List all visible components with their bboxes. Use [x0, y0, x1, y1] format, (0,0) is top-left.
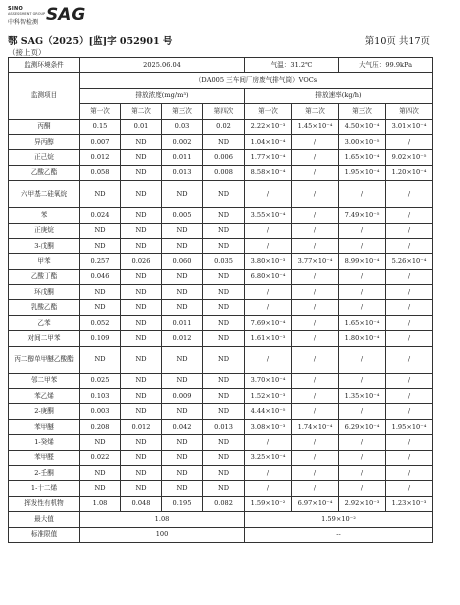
- table-row: [9, 315, 433, 330]
- run-header: 第一次: [245, 104, 292, 119]
- table-row: [9, 134, 433, 149]
- rate-cell: /: [292, 389, 339, 404]
- limit-conc: 100: [80, 527, 245, 542]
- page-info: 第10页 共17页: [364, 36, 430, 47]
- concentration-cell: 0.060: [162, 254, 203, 269]
- concentration-cell: ND: [162, 238, 203, 253]
- rate-cell: /: [245, 238, 292, 253]
- concentration-cell: ND: [203, 481, 245, 496]
- run-header: 第三次: [339, 104, 386, 119]
- rate-cell: /: [339, 481, 386, 496]
- environment-row: [9, 58, 433, 73]
- compound-name: 3-戊酮: [9, 238, 80, 253]
- concentration-cell: ND: [121, 331, 162, 346]
- concentration-cell: ND: [80, 285, 121, 300]
- concentration-cell: ND: [121, 315, 162, 330]
- compound-name: 乙酸丁酯: [9, 269, 80, 284]
- rate-cell: /: [386, 223, 433, 238]
- concentration-cell: ND: [203, 346, 245, 373]
- rate-cell: /: [386, 331, 433, 346]
- rate-cell: /: [386, 208, 433, 223]
- rate-cell: 1.65×10⁻⁴: [339, 150, 386, 165]
- compound-name: 苯乙烯: [9, 389, 80, 404]
- compound-name: 环戊酮: [9, 285, 80, 300]
- concentration-cell: 0.15: [80, 119, 121, 134]
- concentration-cell: ND: [203, 181, 245, 208]
- rate-cell: /: [292, 346, 339, 373]
- compound-name: 正庚烷: [9, 223, 80, 238]
- rate-cell: /: [339, 223, 386, 238]
- rate-cell: /: [339, 373, 386, 388]
- conc-label: 排放浓度(mg/m³): [80, 88, 245, 103]
- concentration-cell: ND: [162, 223, 203, 238]
- env-label: 监测环境条件: [9, 58, 80, 73]
- concentration-cell: ND: [121, 346, 162, 373]
- rate-cell: /: [386, 435, 433, 450]
- concentration-cell: ND: [203, 208, 245, 223]
- rate-cell: 1.04×10⁻⁴: [245, 134, 292, 149]
- compound-name: 1-十二烯: [9, 481, 80, 496]
- rate-cell: 5.26×10⁻⁴: [386, 254, 433, 269]
- rate-cell: 6.80×10⁻⁴: [245, 269, 292, 284]
- rate-cell: 2.92×10⁻³: [339, 496, 386, 511]
- rate-cell: 1.77×10⁻⁴: [245, 150, 292, 165]
- concentration-cell: ND: [121, 181, 162, 208]
- concentration-cell: ND: [162, 373, 203, 388]
- concentration-cell: ND: [121, 373, 162, 388]
- pressure: 大气压：99.9kPa: [339, 58, 433, 73]
- item-label: 监测项目: [9, 73, 80, 119]
- rate-cell: /: [386, 315, 433, 330]
- rate-cell: /: [339, 238, 386, 253]
- max-row: [9, 512, 433, 527]
- compound-name: 正己烷: [9, 150, 80, 165]
- concentration-cell: ND: [121, 285, 162, 300]
- compound-name: 2-壬酮: [9, 465, 80, 480]
- rate-cell: 4.44×10⁻⁵: [245, 404, 292, 419]
- rate-cell: 1.52×10⁻³: [245, 389, 292, 404]
- limit-row: [9, 527, 433, 542]
- rate-cell: 3.01×10⁻⁴: [386, 119, 433, 134]
- concentration-cell: ND: [80, 181, 121, 208]
- concentration-cell: ND: [80, 346, 121, 373]
- rate-cell: /: [245, 346, 292, 373]
- compound-name: 甲苯: [9, 254, 80, 269]
- table-row: [9, 465, 433, 480]
- rate-cell: /: [292, 181, 339, 208]
- compound-name: 苯甲醛: [9, 450, 80, 465]
- rate-cell: 1.61×10⁻³: [245, 331, 292, 346]
- rate-cell: 9.02×10⁻⁵: [386, 150, 433, 165]
- logo-chinese-name: 中科智检测: [8, 19, 39, 26]
- table-row: [9, 373, 433, 388]
- concentration-cell: 0.007: [80, 134, 121, 149]
- rate-cell: /: [292, 238, 339, 253]
- rate-cell: 4.50×10⁻⁴: [339, 119, 386, 134]
- table-row: [9, 450, 433, 465]
- document-number: 鄂 SAG（2025）[监]字 052901 号: [8, 36, 173, 47]
- table-row: [9, 181, 433, 208]
- concentration-cell: 0.035: [203, 254, 245, 269]
- rate-cell: 1.23×10⁻³: [386, 496, 433, 511]
- rate-cell: /: [339, 450, 386, 465]
- concentration-cell: 0.01: [121, 119, 162, 134]
- concentration-cell: ND: [203, 404, 245, 419]
- concentration-cell: 0.042: [162, 419, 203, 434]
- compound-name: 乙苯: [9, 315, 80, 330]
- rate-cell: 1.95×10⁻⁴: [339, 165, 386, 180]
- rate-cell: /: [292, 315, 339, 330]
- concentration-cell: 0.257: [80, 254, 121, 269]
- concentration-cell: 0.013: [162, 165, 203, 180]
- concentration-cell: ND: [121, 223, 162, 238]
- rate-cell: /: [292, 481, 339, 496]
- concentration-cell: 0.195: [162, 496, 203, 511]
- temperature: 气温：31.2℃: [245, 58, 339, 73]
- concentration-cell: ND: [121, 481, 162, 496]
- rate-cell: 3.00×10⁻⁵: [339, 134, 386, 149]
- table-row: [9, 208, 433, 223]
- table-row: [9, 346, 433, 373]
- continuation-note: （接上页）: [8, 48, 46, 57]
- concentration-cell: ND: [203, 331, 245, 346]
- compound-name: 挥发性有机物: [9, 496, 80, 511]
- concentration-cell: ND: [80, 223, 121, 238]
- concentration-cell: 0.02: [203, 119, 245, 134]
- table-row: [9, 165, 433, 180]
- rate-cell: 1.45×10⁻⁴: [292, 119, 339, 134]
- max-rate: 1.59×10⁻²: [245, 512, 433, 527]
- concentration-cell: ND: [121, 300, 162, 315]
- run-header: 第四次: [203, 104, 245, 119]
- compound-name: 苯甲醚: [9, 419, 80, 434]
- compound-name: 苯: [9, 208, 80, 223]
- table-row: [9, 254, 433, 269]
- rate-cell: /: [245, 285, 292, 300]
- concentration-cell: 0.012: [162, 331, 203, 346]
- rate-cell: /: [292, 269, 339, 284]
- table-row: [9, 150, 433, 165]
- run-header: 第三次: [162, 104, 203, 119]
- rate-cell: /: [386, 134, 433, 149]
- concentration-cell: ND: [203, 373, 245, 388]
- rate-cell: 6.97×10⁻⁴: [292, 496, 339, 511]
- rate-cell: /: [386, 481, 433, 496]
- concentration-cell: 0.009: [162, 389, 203, 404]
- concentration-cell: ND: [203, 450, 245, 465]
- rate-cell: 3.70×10⁻⁴: [245, 373, 292, 388]
- rate-cell: 8.99×10⁻⁴: [339, 254, 386, 269]
- rate-cell: /: [339, 285, 386, 300]
- run-header: 第四次: [386, 104, 433, 119]
- logo-mark: SAG: [46, 5, 86, 25]
- rate-cell: /: [339, 300, 386, 315]
- rate-cell: /: [292, 450, 339, 465]
- concentration-cell: ND: [121, 269, 162, 284]
- concentration-cell: ND: [121, 150, 162, 165]
- table-row: [9, 223, 433, 238]
- concentration-cell: ND: [121, 165, 162, 180]
- concentration-cell: ND: [121, 238, 162, 253]
- concentration-cell: 0.208: [80, 419, 121, 434]
- compound-name: 异丙醇: [9, 134, 80, 149]
- concentration-cell: ND: [121, 134, 162, 149]
- concentration-cell: ND: [203, 315, 245, 330]
- compound-name: 六甲基二硅氧烷: [9, 181, 80, 208]
- concentration-cell: 0.008: [203, 165, 245, 180]
- concentration-cell: 0.011: [162, 150, 203, 165]
- rate-cell: 3.55×10⁻⁴: [245, 208, 292, 223]
- rate-cell: /: [292, 134, 339, 149]
- concentration-cell: ND: [162, 300, 203, 315]
- rate-cell: /: [245, 435, 292, 450]
- rate-cell: /: [292, 223, 339, 238]
- concentration-cell: ND: [162, 346, 203, 373]
- limit-rate: --: [245, 527, 433, 542]
- concentration-cell: ND: [162, 404, 203, 419]
- concentration-cell: 0.052: [80, 315, 121, 330]
- table-row: [9, 435, 433, 450]
- concentration-cell: 0.002: [162, 134, 203, 149]
- concentration-cell: 0.022: [80, 450, 121, 465]
- concentration-cell: ND: [80, 300, 121, 315]
- rate-cell: 3.80×10⁻³: [245, 254, 292, 269]
- rate-cell: /: [245, 481, 292, 496]
- rate-cell: /: [292, 331, 339, 346]
- run-header: 第二次: [292, 104, 339, 119]
- compound-name: 丙酮: [9, 119, 80, 134]
- rate-cell: /: [245, 223, 292, 238]
- rate-cell: 6.29×10⁻⁴: [339, 419, 386, 434]
- monitor-date: 2025.06.04: [80, 58, 245, 73]
- rate-cell: /: [292, 435, 339, 450]
- rate-cell: /: [386, 269, 433, 284]
- concentration-cell: ND: [121, 389, 162, 404]
- concentration-cell: ND: [80, 238, 121, 253]
- concentration-cell: 0.058: [80, 165, 121, 180]
- concentration-cell: ND: [162, 435, 203, 450]
- concentration-cell: ND: [203, 435, 245, 450]
- concentration-cell: ND: [162, 285, 203, 300]
- rate-cell: 1.74×10⁻⁴: [292, 419, 339, 434]
- rate-cell: 1.65×10⁻⁴: [339, 315, 386, 330]
- rate-cell: /: [386, 389, 433, 404]
- rate-cell: /: [339, 404, 386, 419]
- rate-cell: 8.58×10⁻⁴: [245, 165, 292, 180]
- rate-cell: 1.20×10⁻⁴: [386, 165, 433, 180]
- table-row: [9, 238, 433, 253]
- compound-name: 乳酸乙酯: [9, 300, 80, 315]
- run-header: 第二次: [121, 104, 162, 119]
- concentration-cell: ND: [203, 389, 245, 404]
- concentration-cell: ND: [121, 208, 162, 223]
- table-row: [9, 285, 433, 300]
- rate-cell: /: [386, 465, 433, 480]
- limit-label: 标准限值: [9, 527, 80, 542]
- rate-cell: /: [386, 346, 433, 373]
- concentration-cell: ND: [203, 269, 245, 284]
- rate-cell: /: [292, 150, 339, 165]
- monitoring-table: [8, 57, 433, 543]
- compound-name: 1-癸烯: [9, 435, 80, 450]
- rate-cell: /: [386, 300, 433, 315]
- concentration-cell: ND: [121, 465, 162, 480]
- table-row: [9, 389, 433, 404]
- rate-cell: /: [339, 269, 386, 284]
- concentration-cell: ND: [80, 465, 121, 480]
- rate-cell: /: [386, 238, 433, 253]
- concentration-cell: ND: [162, 450, 203, 465]
- rate-cell: /: [292, 404, 339, 419]
- concentration-cell: ND: [203, 465, 245, 480]
- concentration-cell: ND: [162, 465, 203, 480]
- rate-cell: /: [292, 300, 339, 315]
- concentration-cell: ND: [80, 435, 121, 450]
- concentration-cell: 0.025: [80, 373, 121, 388]
- concentration-cell: 0.03: [162, 119, 203, 134]
- logo-small-text: SINO: [8, 6, 24, 12]
- max-label: 最大值: [9, 512, 80, 527]
- rate-cell: 1.35×10⁻⁴: [339, 389, 386, 404]
- source-row: [9, 73, 433, 88]
- table-row: [9, 300, 433, 315]
- rate-cell: /: [292, 208, 339, 223]
- compound-name: 丙二醇单甲醚乙酸酯: [9, 346, 80, 373]
- rate-cell: /: [386, 181, 433, 208]
- table-row: [9, 331, 433, 346]
- rate-cell: 3.77×10⁻⁴: [292, 254, 339, 269]
- concentration-cell: 0.006: [203, 150, 245, 165]
- rate-cell: /: [245, 300, 292, 315]
- rate-cell: /: [339, 346, 386, 373]
- rate-cell: /: [386, 404, 433, 419]
- rate-cell: /: [339, 435, 386, 450]
- rate-cell: /: [292, 285, 339, 300]
- rate-cell: /: [386, 373, 433, 388]
- compound-name: 2-庚酮: [9, 404, 80, 419]
- concentration-cell: 0.003: [80, 404, 121, 419]
- rate-cell: /: [245, 181, 292, 208]
- rate-cell: 1.59×10⁻²: [245, 496, 292, 511]
- concentration-cell: ND: [203, 300, 245, 315]
- concentration-cell: ND: [203, 134, 245, 149]
- company-logo: [8, 6, 138, 30]
- run-header: 第一次: [80, 104, 121, 119]
- concentration-cell: 0.048: [121, 496, 162, 511]
- rate-cell: 3.25×10⁻⁴: [245, 450, 292, 465]
- rate-cell: 3.08×10⁻³: [245, 419, 292, 434]
- concentration-cell: ND: [121, 435, 162, 450]
- concentration-cell: 0.082: [203, 496, 245, 511]
- concentration-cell: ND: [162, 481, 203, 496]
- concentration-cell: ND: [162, 181, 203, 208]
- compound-name: 对间二甲苯: [9, 331, 80, 346]
- concentration-cell: ND: [203, 223, 245, 238]
- compound-name: 邻二甲苯: [9, 373, 80, 388]
- rate-cell: 2.22×10⁻³: [245, 119, 292, 134]
- rate-label: 排放速率(kg/h): [245, 88, 433, 103]
- table-row: [9, 496, 433, 511]
- concentration-cell: ND: [203, 285, 245, 300]
- concentration-cell: ND: [121, 450, 162, 465]
- concentration-cell: 0.103: [80, 389, 121, 404]
- rate-cell: 7.69×10⁻⁴: [245, 315, 292, 330]
- concentration-cell: ND: [162, 269, 203, 284]
- concentration-cell: 0.011: [162, 315, 203, 330]
- concentration-cell: 0.005: [162, 208, 203, 223]
- rate-cell: 1.95×10⁻⁴: [386, 419, 433, 434]
- rate-cell: /: [386, 285, 433, 300]
- concentration-cell: 0.012: [121, 419, 162, 434]
- concentration-cell: 0.109: [80, 331, 121, 346]
- table-row: [9, 404, 433, 419]
- rate-cell: /: [292, 165, 339, 180]
- concentration-cell: 0.012: [80, 150, 121, 165]
- concentration-cell: ND: [203, 238, 245, 253]
- rate-cell: 1.80×10⁻⁴: [339, 331, 386, 346]
- concentration-cell: 0.026: [121, 254, 162, 269]
- concentration-cell: 0.046: [80, 269, 121, 284]
- table-row: [9, 269, 433, 284]
- concentration-cell: ND: [121, 404, 162, 419]
- max-conc: 1.08: [80, 512, 245, 527]
- concentration-cell: 1.08: [80, 496, 121, 511]
- concentration-cell: 0.024: [80, 208, 121, 223]
- rate-cell: /: [292, 465, 339, 480]
- logo-subtitle: ASSESSMENT GROUP: [8, 12, 46, 16]
- rate-cell: /: [339, 465, 386, 480]
- table-row: [9, 119, 433, 134]
- compound-name: 乙酸乙酯: [9, 165, 80, 180]
- table-row: [9, 419, 433, 434]
- table-row: [9, 481, 433, 496]
- rate-cell: /: [245, 465, 292, 480]
- concentration-cell: 0.013: [203, 419, 245, 434]
- concentration-cell: ND: [80, 481, 121, 496]
- rate-cell: /: [292, 373, 339, 388]
- source-name: （DA005 三车间厂房废气排气筒）VOCs: [80, 73, 433, 88]
- rate-cell: /: [386, 450, 433, 465]
- rate-cell: 7.49×10⁻⁵: [339, 208, 386, 223]
- rate-cell: /: [339, 181, 386, 208]
